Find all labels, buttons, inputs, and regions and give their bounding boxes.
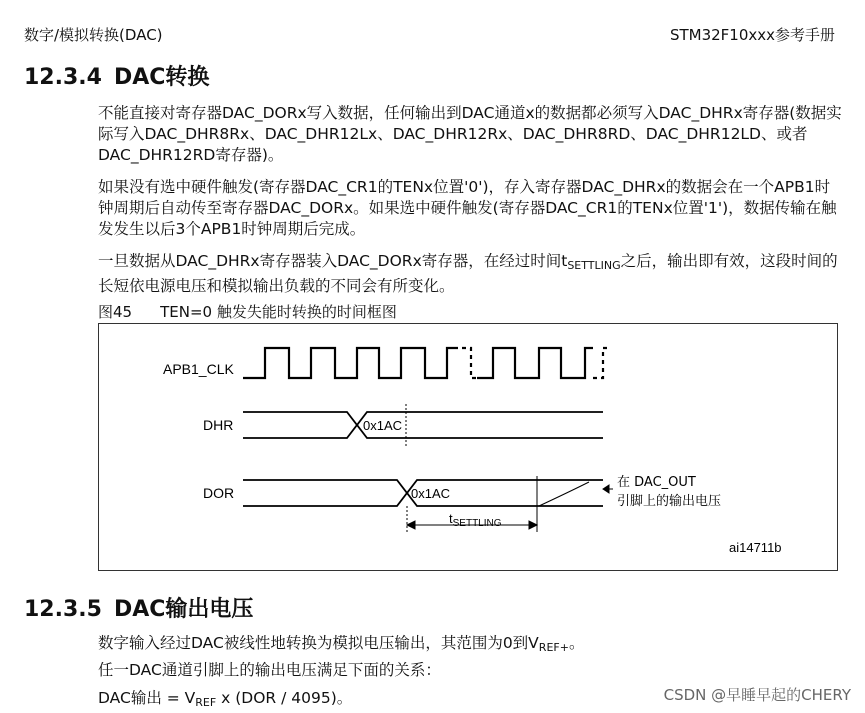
dhr-value: 0x1AC (363, 418, 403, 433)
note-line-2: 引脚上的输出电压 (617, 494, 722, 509)
paragraph-text: 数字输入经过DAC被线性地转换为模拟电压输出，其范围为0到$V_{REF+}$。 (98, 634, 585, 654)
paragraph-text: 任一DAC通道引脚上的输出电压满足下面的关系： (98, 661, 441, 679)
timing-diagram-svg (99, 324, 839, 572)
watermark: CSDN @早睡早起的CHERY (663, 686, 851, 704)
clock-dashed-tail (589, 348, 611, 378)
section-heading: DAC转换 (113, 65, 210, 90)
signal-label-dor: DOR (203, 485, 235, 501)
figure-number: 图45 (98, 303, 133, 321)
figure-id: ai14711b (729, 540, 782, 555)
figure-caption (98, 301, 397, 322)
formula-text: DAC输出 = $V_{REF}$ x (DOR / 4095)。 (98, 689, 353, 709)
paragraph-3 (98, 251, 843, 297)
clock-dashed-segment (454, 348, 477, 378)
paragraph-text: 不能直接对寄存器DAC_DORx写入数据，任何输出到DAC通道x的数据都必须写入DAC_DHRx寄存器(数据实际写入DAC_DHR8Rx、DAC_DHR12Lx、DAC_DHR12Rx、DAC_DHR8RD、DAC_DHR12LD、或者DAC_DHR12RD寄存器)。 (98, 104, 842, 164)
dor-value: 0x1AC (411, 486, 451, 501)
header-chapter: 数字/模拟转换(DAC) (24, 26, 163, 44)
note-arrow (603, 485, 613, 493)
paragraph-text: 如果没有选中硬件触发(寄存器DAC_CR1的TENx位置'0')，存入寄存器DAC_DHRx的数据会在一个APB1时钟周期后自动传至寄存器DAC_DORx。如果选中硬件触发(寄存器DAC_CR1的TENx位置'1')，数据传输在触发发生以后3个APB1时钟周期后完成。 (98, 178, 837, 238)
output-voltage-curve (537, 482, 589, 506)
signal-label-dhr: DHR (203, 417, 234, 433)
paragraph-5 (98, 660, 843, 681)
header-manual: STM32F10xxx参考手册 (669, 26, 835, 44)
paragraph-text: 一旦数据从DAC_DHRx寄存器装入DAC_DORx寄存器，在经过时间$t_{SETTLING}$之后，输出即有效，这段时间的长短依电源电压和模拟输出负载的不同会有所变化。 (98, 252, 838, 295)
section-heading: DAC输出电压 (113, 597, 254, 622)
section-number: 12.3.4 (24, 65, 102, 90)
signal-label-apb1-clk: APB1_CLK (163, 361, 234, 377)
paragraph-1 (98, 103, 843, 166)
paragraph-4 (98, 633, 843, 658)
dhr-bus (243, 412, 603, 438)
paragraph-2 (98, 177, 843, 240)
timing-diagram (98, 323, 838, 571)
section-title-1235 (24, 592, 253, 623)
clock-waveform (243, 348, 589, 378)
note-line-1: 在 DAC_OUT (617, 475, 696, 490)
figure-title: TEN=0 触发失能时转换的时间框图 (160, 303, 397, 321)
tsettling-label: $t_{SETTLING}$ (449, 511, 502, 529)
section-title-1234 (24, 60, 209, 91)
section-number: 12.3.5 (24, 597, 102, 622)
